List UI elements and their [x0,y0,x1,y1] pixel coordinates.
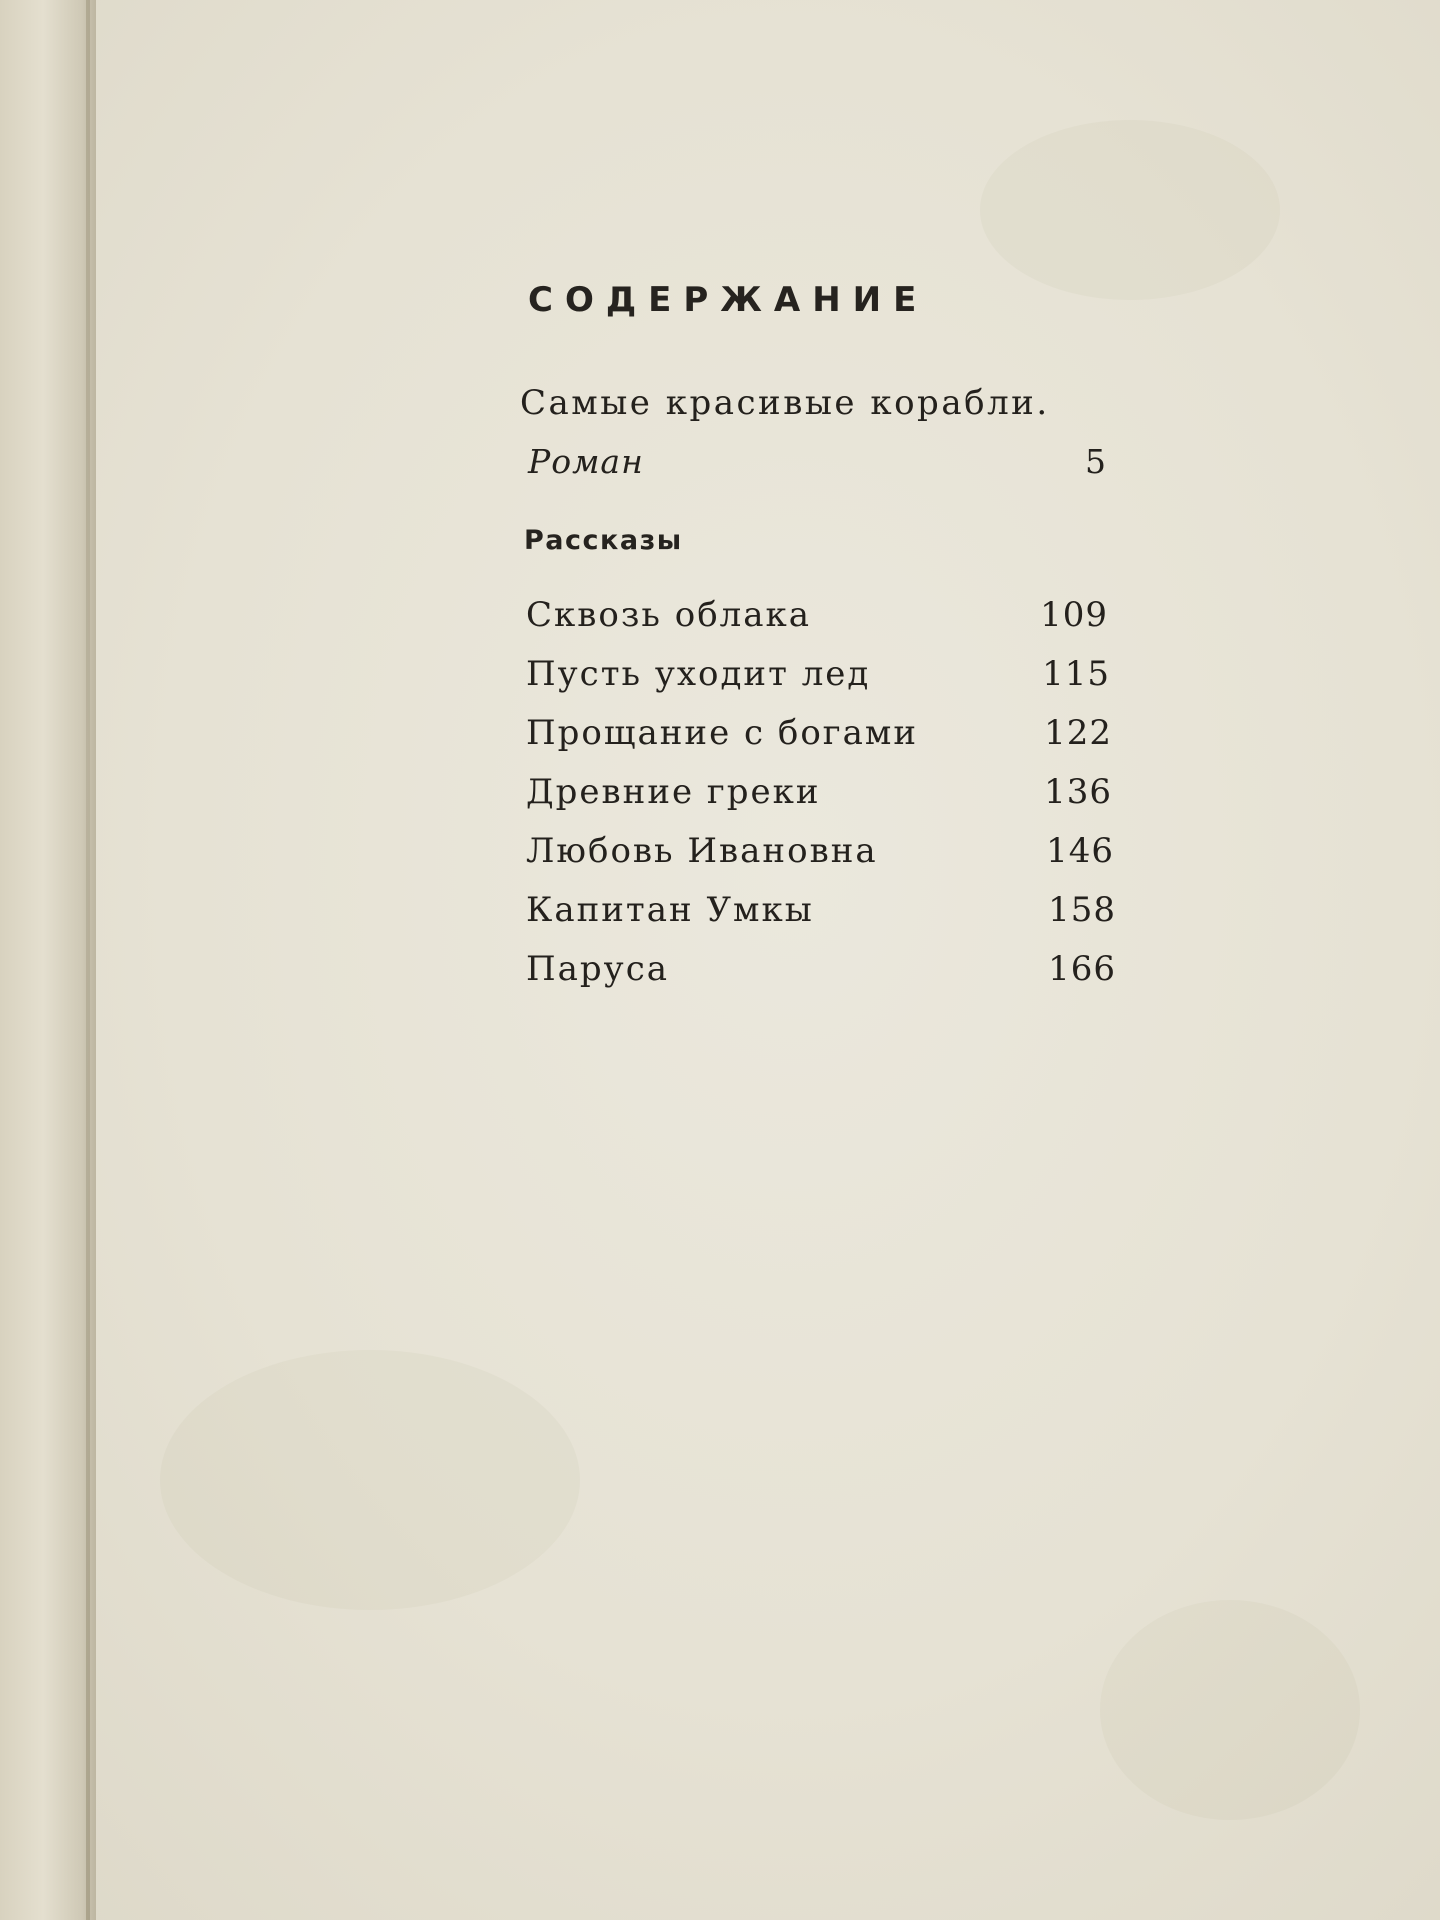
story-title: Капитан Умкы [526,890,814,930]
toc-entry [526,595,1116,645]
story-title: Прощание с богами [526,713,918,753]
story-page-number: 115 [1042,654,1110,694]
story-title: Пусть уходит лед [526,654,871,694]
story-title: Паруса [526,949,670,989]
novel-page-number: 5 [1085,442,1106,481]
story-page-number: 122 [1044,713,1112,753]
story-title: Любовь Ивановна [526,831,878,871]
stories-section-heading: Рассказы [524,525,683,556]
toc-entry [526,772,1116,822]
toc-entry [526,654,1116,704]
story-page-number: 146 [1046,831,1114,871]
story-page-number: 158 [1048,890,1116,930]
toc-entry [526,713,1116,763]
story-title: Сквозь облака [526,595,812,635]
toc-entry [526,890,1116,940]
novel-genre: Роман [528,442,644,481]
toc-heading: СОДЕРЖАНИЕ [528,280,929,320]
story-page-number: 136 [1044,772,1112,812]
toc-entry [526,949,1116,999]
story-title: Древние греки [526,772,821,812]
story-page-number: 109 [1040,595,1108,635]
toc-entry [526,831,1116,881]
story-page-number: 166 [1048,949,1116,989]
novel-title: Самые красивые корабли. [520,383,1050,423]
